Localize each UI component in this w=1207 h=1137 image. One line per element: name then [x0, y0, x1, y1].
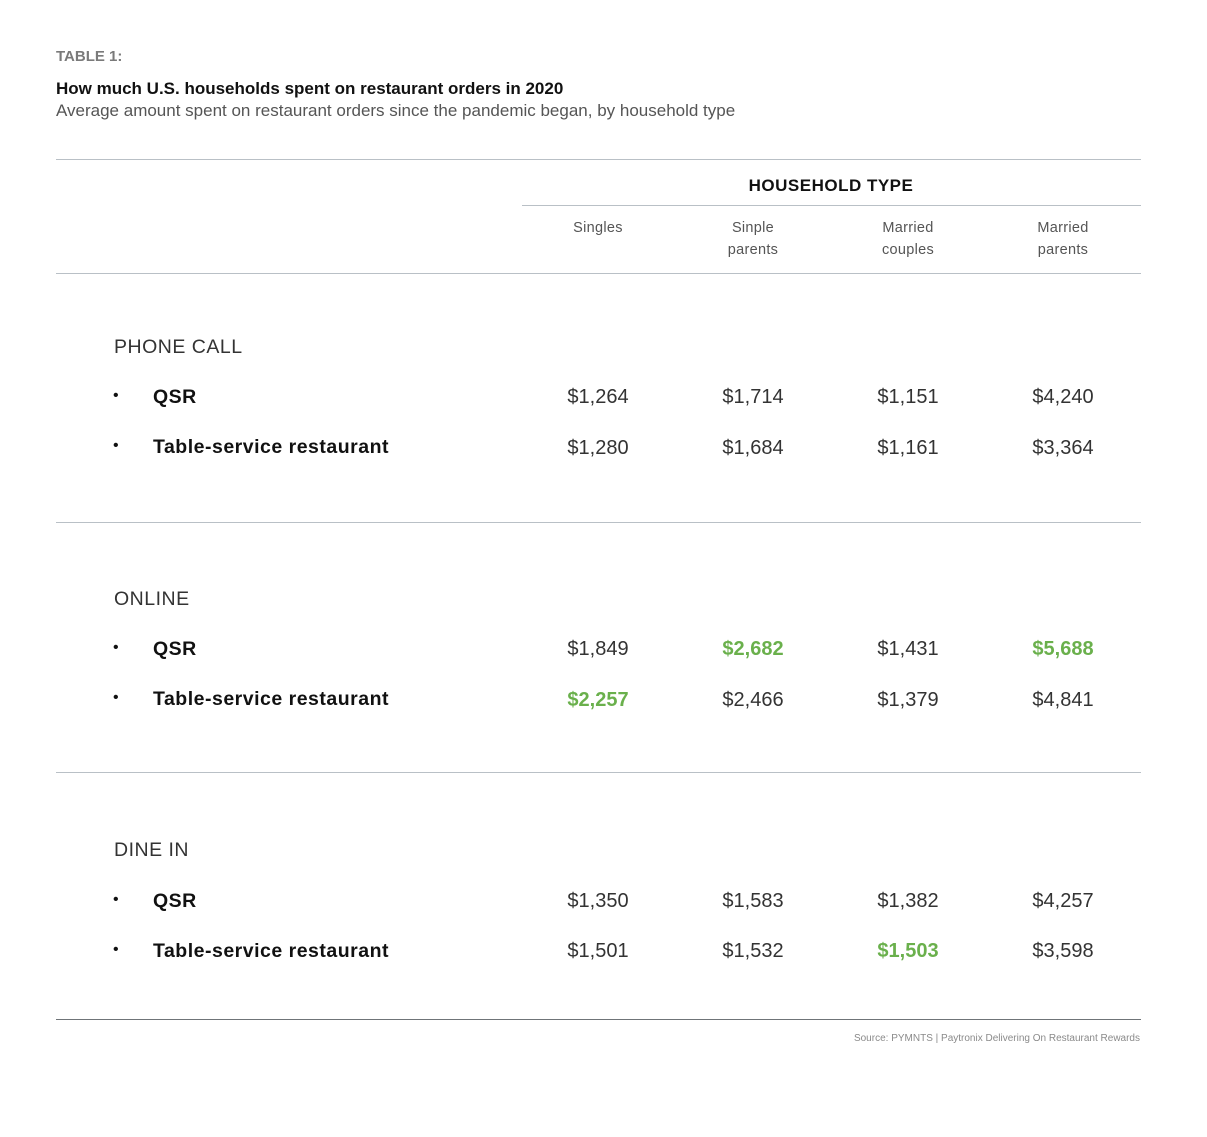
- section-rule: [56, 522, 1141, 523]
- column-header-singles: [523, 217, 673, 239]
- table-cell: $1,350: [567, 890, 629, 912]
- top-rule: [56, 159, 1141, 160]
- column-header-married-couples: [833, 217, 983, 261]
- row-label: Table-service restaurant: [153, 436, 389, 458]
- row-label: QSR: [153, 890, 197, 912]
- table-cell: $4,240: [1032, 386, 1094, 408]
- column-header-line1: Singles: [573, 220, 623, 236]
- table-cell: $1,501: [567, 940, 629, 962]
- section-title-dine-in: DINE IN: [114, 839, 190, 861]
- section-rule: [56, 772, 1141, 773]
- table-subtitle: Average amount spent on restaurant orders since the pandemic began, by household type: [56, 101, 736, 120]
- bullet: •: [113, 891, 119, 908]
- row-label: Table-service restaurant: [153, 940, 389, 962]
- row-label: QSR: [153, 386, 197, 408]
- table-cell: $1,532: [722, 940, 784, 962]
- table-cell: $1,849: [567, 638, 629, 660]
- column-header-married-parents: [988, 217, 1138, 261]
- bullet: •: [113, 689, 119, 706]
- column-header-line1: Sinple: [731, 220, 775, 236]
- source-note: Source: PYMNTS | Paytronix Delivering On Restaurant Rewards: [853, 1033, 1140, 1044]
- column-header-single-parents: [678, 217, 828, 261]
- table-cell: $1,151: [877, 386, 939, 408]
- column-header-line2: parents: [727, 242, 779, 258]
- table-cell: $1,714: [722, 386, 784, 408]
- row-label: QSR: [153, 638, 197, 660]
- bullet: •: [113, 437, 119, 454]
- table-cell: $4,841: [1032, 689, 1094, 711]
- column-header-line1: Married: [1037, 220, 1089, 236]
- bullet: •: [113, 387, 119, 404]
- section-title-online: ONLINE: [114, 588, 190, 610]
- column-header-line1: Married: [882, 220, 934, 236]
- table-cell: $1,161: [877, 437, 939, 459]
- bullet: •: [113, 639, 119, 656]
- bottom-rule: [56, 1019, 1141, 1020]
- table-cell: $1,431: [877, 638, 939, 660]
- table-cell: $1,503: [877, 940, 939, 962]
- header-rule: [56, 273, 1141, 274]
- row-label: Table-service restaurant: [153, 688, 389, 710]
- table-cell: $3,364: [1032, 437, 1094, 459]
- table-cell: $2,682: [722, 638, 784, 660]
- column-header-line2: couples: [881, 242, 935, 258]
- table-cell: $2,466: [722, 689, 784, 711]
- table-cell: $1,684: [722, 437, 784, 459]
- section-title-phone-call: PHONE CALL: [114, 336, 243, 358]
- group-rule: [522, 205, 1141, 206]
- table-label: TABLE 1:: [56, 48, 123, 65]
- table-cell: $3,598: [1032, 940, 1094, 962]
- column-header-line2: parents: [1037, 242, 1089, 258]
- bullet: •: [113, 941, 119, 958]
- table-cell: $1,280: [567, 437, 629, 459]
- table-cell: $1,379: [877, 689, 939, 711]
- table-cell: $4,257: [1032, 890, 1094, 912]
- table-cell: $1,264: [567, 386, 629, 408]
- table-cell: $2,257: [567, 689, 629, 711]
- table-cell: $5,688: [1032, 638, 1094, 660]
- column-group-header: HOUSEHOLD TYPE: [748, 176, 914, 195]
- table-title: How much U.S. households spent on restaurant orders in 2020: [56, 79, 564, 98]
- table-cell: $1,583: [722, 890, 784, 912]
- table-cell: $1,382: [877, 890, 939, 912]
